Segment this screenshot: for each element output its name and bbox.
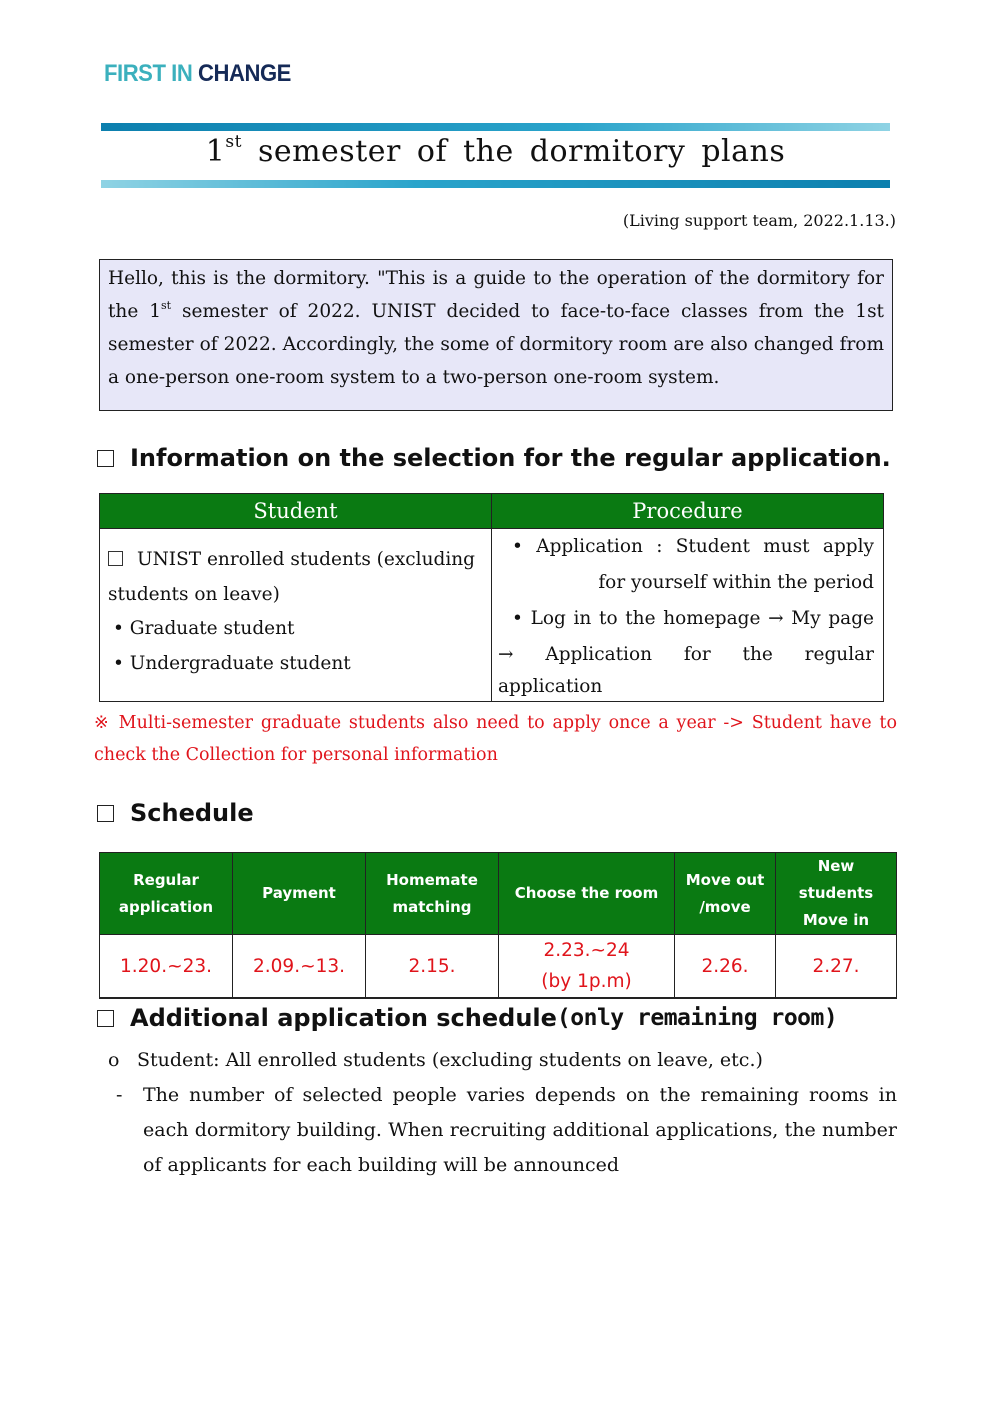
section-heading-additional xyxy=(97,1004,837,1032)
column-header-student: Student xyxy=(100,494,492,529)
intro-text-2: semester of 2022. UNIST decided to face-to-face classes from the 1st semester of 2022. Accordingly, the some of dormitory room are also changed from a one-person one-room system to a two-person one-room system. xyxy=(108,301,884,388)
schedule-header: Payment xyxy=(233,853,366,935)
section-heading-schedule xyxy=(97,799,254,827)
intro-box xyxy=(99,259,893,411)
section-title: Schedule xyxy=(130,799,254,827)
procedure-line: for yourself within the period xyxy=(598,572,874,593)
byline: (Living support team, 2022.1.13.) xyxy=(622,211,896,230)
note-text: ※ Multi-semester graduate students also need to apply once a year -> Student have to check the Collection for personal information xyxy=(94,713,897,765)
title-bar-top xyxy=(101,123,890,131)
section-title: Additional application schedule xyxy=(130,1004,557,1032)
section-heading-selection xyxy=(97,444,891,472)
procedure-line: application xyxy=(498,676,603,697)
checkbox-icon xyxy=(97,1010,114,1027)
student-line: • Graduate student xyxy=(113,618,295,639)
list-item xyxy=(108,1043,897,1078)
checkbox-icon xyxy=(97,450,114,467)
schedule-header: Regular application xyxy=(100,853,233,935)
list-item-text: Student: All enrolled students (excluding students on leave, etc.) xyxy=(137,1049,763,1071)
section-title: Information on the selection for the regular application. xyxy=(130,444,891,472)
schedule-value: 2.23.~24 (by 1p.m) xyxy=(499,935,675,999)
page-title xyxy=(101,134,890,169)
schedule-header: Homemate matching xyxy=(366,853,499,935)
logo-change: CHANGE xyxy=(197,60,291,87)
schedule-header: New students Move in xyxy=(776,853,897,935)
section-title-suffix: (only remaining room) xyxy=(556,1005,838,1031)
schedule-value: 2.15. xyxy=(366,935,499,999)
selection-table xyxy=(99,493,884,702)
additional-list xyxy=(108,1043,897,1183)
list-subitem-text: The number of selected people varies depends on the remaining rooms in each dormitory building. When recruiting additional applications, the number of applicants for each building will be announced xyxy=(143,1084,897,1176)
student-line xyxy=(108,543,483,612)
title-number: 1 xyxy=(205,134,226,169)
schedule-value: 2.27. xyxy=(776,935,897,999)
title-text: semester of the dormitory plans xyxy=(257,134,786,169)
brand-logo xyxy=(104,60,291,88)
checkbox-icon xyxy=(108,551,123,566)
intro-text-1: Hello, this is the dormitory. "This is a guide to the operation of the dormitory for the 1 xyxy=(108,268,884,322)
logo-first: FIRST IN xyxy=(104,60,193,87)
procedure-line: → Application for the regular xyxy=(498,644,874,665)
schedule-value: 2.09.~13. xyxy=(233,935,366,999)
dash-bullet-icon: - xyxy=(116,1084,123,1106)
student-cell xyxy=(100,529,492,702)
procedure-line: • Application : Student must apply xyxy=(512,536,874,557)
title-bar-bottom xyxy=(101,180,890,188)
circle-bullet-icon: o xyxy=(108,1049,120,1071)
student-line-text: UNIST enrolled students (excluding students on leave) xyxy=(108,549,475,605)
student-line: • Undergraduate student xyxy=(113,652,351,674)
schedule-table xyxy=(99,852,897,999)
title-sup: st xyxy=(225,132,242,152)
intro-sup: st xyxy=(161,299,172,312)
list-subitem xyxy=(116,1078,897,1183)
schedule-header: Choose the room xyxy=(499,853,675,935)
schedule-value: 2.26. xyxy=(675,935,776,999)
schedule-value: 1.20.~23. xyxy=(100,935,233,999)
schedule-header: Move out /move xyxy=(675,853,776,935)
procedure-line: • Log in to the homepage → My page xyxy=(512,608,874,629)
procedure-cell xyxy=(492,529,884,702)
column-header-procedure: Procedure xyxy=(492,494,884,529)
checkbox-icon xyxy=(97,805,114,822)
